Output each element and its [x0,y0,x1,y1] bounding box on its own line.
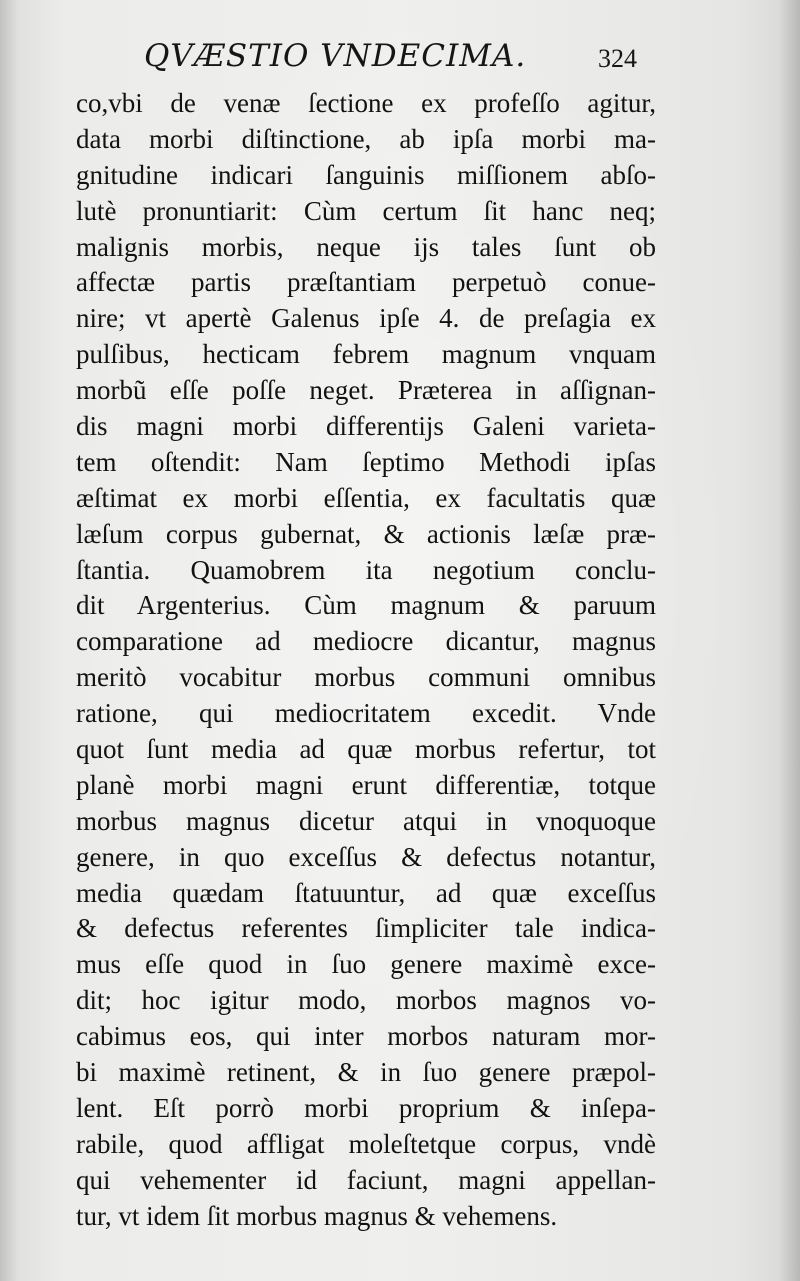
text-line: malignis morbis, neque ijs tales ſunt ob [76,231,656,262]
text-line: rabile, quod affligat moleſtetque corpus, vndè [76,1128,656,1159]
text-line: morbus magnus dicetur atqui in vnoquoque [76,805,656,836]
text-line: æſtimat ex morbi eſſentia, ex facultatis quæ [76,482,656,513]
text-line: media quædam ſtatuuntur, ad quæ exceſſus [76,877,656,908]
text-line: læſum corpus gubernat, & actionis læſæ præ- [76,518,656,549]
text-line: dis magni morbi differentijs Galeni varieta- [76,411,656,442]
text-line: data morbi diſtinctione, ab ipſa morbi ma- [76,123,656,154]
text-line: comparatione ad mediocre dicantur, magnus [76,626,656,657]
text-line: & defectus referentes ſimpliciter tale indica- [76,913,656,944]
text-line: tur, vt idem ſit morbus magnus & vehemens. [76,1200,558,1231]
text-line: planè morbi magni erunt differentiæ, totque [76,769,656,800]
body-text [76,86,656,1235]
text-line: bi maximè retinent, & in ſuo genere præpol- [76,1057,656,1088]
text-line: ratione, qui mediocritatem excedit. Vnde [76,698,656,729]
text-line: affectæ partis præſtantiam perpetuò conue- [76,267,656,298]
text-line: cabimus eos, qui inter morbos naturam mor- [76,1021,656,1052]
text-line: dit; hoc igitur modo, morbos magnos vo- [76,985,656,1016]
text-line: dit Argenterius. Cùm magnum & paruum [76,590,656,621]
page-number: 324 [598,44,637,73]
text-line: meritò vocabitur morbus communi omnibus [76,662,656,693]
text-line: tem oſtendit: Nam ſeptimo Methodi ipſas [76,446,656,477]
text-line: qui vehementer id faciunt, magni appellan- [76,1164,656,1195]
text-line: morbũ eſſe poſſe neget. Præterea in aſſignan- [76,375,656,406]
text-line: co,vbi de venæ ſectione ex profeſſo agitur, [76,88,656,118]
text-line: gnitudine indicari ſanguinis miſſionem abſo- [76,159,656,190]
text-line: genere, in quo exceſſus & defectus notantur, [76,841,656,872]
page-edge-shadow-right [778,0,800,1281]
text-line: ſtantia. Quamobrem ita negotium conclu- [76,554,656,585]
running-title: QVÆSTIO VNDECIMA. [144,38,527,74]
text-line: pulſibus, hecticam febrem magnum vnquam [76,339,656,370]
text-line: quot ſunt media ad quæ morbus refertur, tot [76,734,656,765]
text-line: lent. Eſt porrò morbi proprium & inſepa- [76,1092,656,1123]
text-line: mus eſſe quod in ſuo genere maximè exce- [76,949,656,980]
page-edge-shadow-left [0,0,18,1281]
text-line: lutè pronuntiarit: Cùm certum ſit hanc neq; [76,195,656,226]
page-header [144,38,664,88]
text-line: nire; vt apertè Galenus ipſe 4. de preſagia ex [76,303,656,334]
